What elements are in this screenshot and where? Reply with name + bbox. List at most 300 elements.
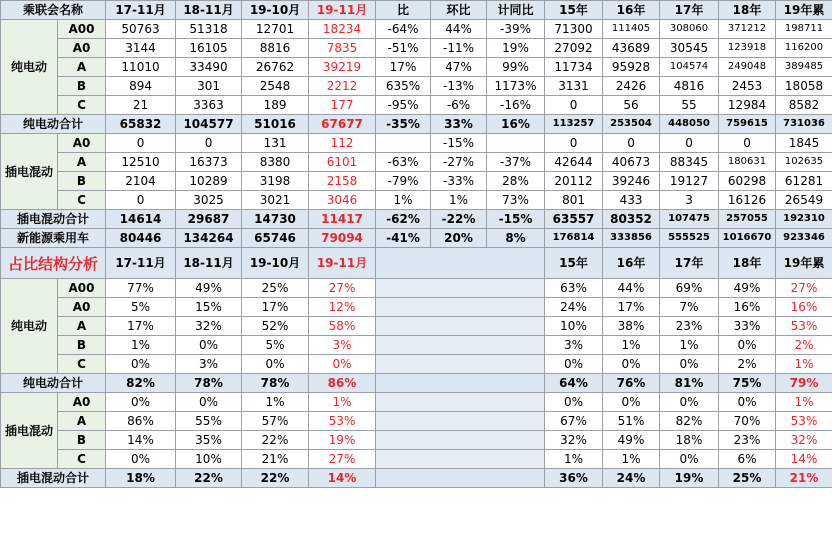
header-cell: 19-11月 [309, 1, 376, 20]
table-cell: 27% [776, 279, 832, 298]
table-cell: 1% [545, 450, 603, 469]
table-cell: 759615 [719, 115, 776, 134]
table-cell: 28% [487, 172, 545, 191]
header-cell: 19-10月 [242, 1, 309, 20]
table-cell: 79094 [309, 229, 376, 248]
class-label: A00 [58, 20, 106, 39]
table-cell: 51% [603, 412, 660, 431]
table-row [1, 393, 832, 412]
table-cell: 17% [242, 298, 309, 317]
table-cell: -63% [376, 153, 431, 172]
table-cell: 7835 [309, 39, 376, 58]
table-cell: 18058 [776, 77, 832, 96]
table-cell: 3363 [176, 96, 242, 115]
table-cell: 42644 [545, 153, 603, 172]
table-cell: 16373 [176, 153, 242, 172]
table-cell: -22% [431, 210, 487, 229]
table-cell: 81% [660, 374, 719, 393]
table-cell: 10% [176, 450, 242, 469]
table-cell: 3 [660, 191, 719, 210]
table-cell: 14% [776, 450, 832, 469]
table-cell: 189 [242, 96, 309, 115]
table-cell: 12701 [242, 20, 309, 39]
group-label: 纯电动 [1, 20, 58, 115]
table-cell: 2453 [719, 77, 776, 96]
table-cell: -15% [431, 134, 487, 153]
table-cell: 55% [176, 412, 242, 431]
table-cell: 731036 [776, 115, 832, 134]
table-cell: 131 [242, 134, 309, 153]
table-cell: 5% [242, 336, 309, 355]
table-cell: 55 [660, 96, 719, 115]
table-cell: 176814 [545, 229, 603, 248]
table-cell: 19127 [660, 172, 719, 191]
table-cell: 16% [487, 115, 545, 134]
table-cell: 3046 [309, 191, 376, 210]
table-cell: 1845 [776, 134, 832, 153]
table-row [1, 450, 832, 469]
table-row [1, 431, 832, 450]
table-cell: 51318 [176, 20, 242, 39]
table-cell: 22% [242, 469, 309, 488]
table-cell: 32% [776, 431, 832, 450]
table-cell: 18% [106, 469, 176, 488]
group-label: 插电混动 [1, 134, 58, 210]
table-cell: 16% [719, 298, 776, 317]
table-cell: -79% [376, 172, 431, 191]
table-cell: 63557 [545, 210, 603, 229]
table-cell: 198711 [776, 20, 832, 39]
table-cell: -33% [431, 172, 487, 191]
table-cell: 82% [106, 374, 176, 393]
table-cell: 61281 [776, 172, 832, 191]
table-cell: 555525 [660, 229, 719, 248]
table-cell: 894 [106, 77, 176, 96]
table-cell: 11010 [106, 58, 176, 77]
class-label: A [58, 317, 106, 336]
table-row [1, 355, 832, 374]
table-cell: 104577 [176, 115, 242, 134]
table-row [1, 412, 832, 431]
header-cell: 16年 [603, 248, 660, 279]
table-cell: 18% [660, 431, 719, 450]
table-cell: 27092 [545, 39, 603, 58]
table-cell: 0 [106, 134, 176, 153]
class-label: B [58, 172, 106, 191]
table-cell: 18234 [309, 20, 376, 39]
table-cell: 8582 [776, 96, 832, 115]
table-cell: 1% [776, 393, 832, 412]
table-cell: 35% [176, 431, 242, 450]
table-cell: 17% [106, 317, 176, 336]
table-cell: 86% [309, 374, 376, 393]
table-cell: 29687 [176, 210, 242, 229]
table-cell: -13% [431, 77, 487, 96]
blank-cell [376, 317, 545, 336]
group-label: 插电混动 [1, 393, 58, 469]
table-cell: 8380 [242, 153, 309, 172]
table-cell: 0% [106, 355, 176, 374]
header-cell: 15年 [545, 248, 603, 279]
total-row [1, 115, 832, 134]
table-cell: 5% [106, 298, 176, 317]
total-row [1, 469, 832, 488]
table-cell: -16% [487, 96, 545, 115]
table-cell: 1% [376, 191, 431, 210]
table-cell: 6% [719, 450, 776, 469]
table-cell: 70% [719, 412, 776, 431]
table-cell: 0% [603, 393, 660, 412]
table-cell: 26549 [776, 191, 832, 210]
table-cell: 1% [242, 393, 309, 412]
table-cell: 6101 [309, 153, 376, 172]
class-label: A0 [58, 393, 106, 412]
table-cell: 19% [660, 469, 719, 488]
table-cell: 177 [309, 96, 376, 115]
table-cell: 104574 [660, 58, 719, 77]
table-cell: -27% [431, 153, 487, 172]
table-cell: 1% [660, 336, 719, 355]
table-cell: 2158 [309, 172, 376, 191]
table-cell: 3021 [242, 191, 309, 210]
table-cell: 3% [176, 355, 242, 374]
table-cell: 10% [545, 317, 603, 336]
table-cell: 253504 [603, 115, 660, 134]
table-cell: 50763 [106, 20, 176, 39]
table-cell: 65832 [106, 115, 176, 134]
table-cell: 1% [603, 336, 660, 355]
table-cell: 0% [719, 336, 776, 355]
table-cell: -6% [431, 96, 487, 115]
table-cell: 21 [106, 96, 176, 115]
table-cell: 51016 [242, 115, 309, 134]
table-cell: 308060 [660, 20, 719, 39]
table-cell: 73% [487, 191, 545, 210]
table-cell: -35% [376, 115, 431, 134]
table-cell: 80352 [603, 210, 660, 229]
table-row [1, 191, 832, 210]
table-cell: 17% [376, 58, 431, 77]
table-cell: 22% [176, 469, 242, 488]
blank-cell [376, 469, 545, 488]
table-cell: -95% [376, 96, 431, 115]
table-cell: 53% [309, 412, 376, 431]
class-label: A0 [58, 134, 106, 153]
table-cell: 2% [719, 355, 776, 374]
table-cell: 0% [242, 355, 309, 374]
blank-cell [376, 248, 545, 279]
table-cell: 21% [242, 450, 309, 469]
table-cell: 14730 [242, 210, 309, 229]
table-cell: 0% [545, 393, 603, 412]
table-cell: 16% [776, 298, 832, 317]
header-cell: 环比 [431, 1, 487, 20]
table-cell: 433 [603, 191, 660, 210]
table-row [1, 172, 832, 191]
table-cell: 2426 [603, 77, 660, 96]
table-cell: 7% [660, 298, 719, 317]
table-cell: -37% [487, 153, 545, 172]
table-cell: 53% [776, 317, 832, 336]
class-label: A0 [58, 298, 106, 317]
table-cell: 49% [603, 431, 660, 450]
blank-cell [376, 355, 545, 374]
header-row [1, 1, 832, 20]
table-cell: 2548 [242, 77, 309, 96]
table-cell: 56 [603, 96, 660, 115]
table-cell: 40673 [603, 153, 660, 172]
table-cell: 71300 [545, 20, 603, 39]
table-row [1, 20, 832, 39]
table-cell: -15% [487, 210, 545, 229]
table-cell: 19% [309, 431, 376, 450]
header-cell: 17年 [660, 248, 719, 279]
table-cell: 80446 [106, 229, 176, 248]
table-cell: 43689 [603, 39, 660, 58]
table-cell: 25% [242, 279, 309, 298]
blank-cell [376, 431, 545, 450]
table-cell: 3198 [242, 172, 309, 191]
class-label: C [58, 355, 106, 374]
table-cell: 1% [603, 450, 660, 469]
table-cell: 371212 [719, 20, 776, 39]
header-cell: 17-11月 [106, 1, 176, 20]
total-row [1, 374, 832, 393]
table-cell: 3% [309, 336, 376, 355]
table-cell: 49% [176, 279, 242, 298]
table-cell: 0 [106, 191, 176, 210]
table-cell: 22% [242, 431, 309, 450]
table-cell: 52% [242, 317, 309, 336]
table-cell: 14% [106, 431, 176, 450]
table-row [1, 317, 832, 336]
table-cell: 24% [545, 298, 603, 317]
table-cell: -39% [487, 20, 545, 39]
table-cell: 10289 [176, 172, 242, 191]
total-label: 插电混动合计 [1, 210, 106, 229]
table-cell: 134264 [176, 229, 242, 248]
group-label: 纯电动 [1, 279, 58, 374]
table-cell: 19% [487, 39, 545, 58]
table-row [1, 39, 832, 58]
table-cell: 88345 [660, 153, 719, 172]
table-cell: 112 [309, 134, 376, 153]
table-cell: 123918 [719, 39, 776, 58]
table-cell: 801 [545, 191, 603, 210]
table-cell: 23% [660, 317, 719, 336]
table-row [1, 336, 832, 355]
table-cell: 79% [776, 374, 832, 393]
table-cell: 113257 [545, 115, 603, 134]
table-row [1, 58, 832, 77]
header-cell: 15年 [545, 1, 603, 20]
blank-cell [376, 393, 545, 412]
table-cell: 12984 [719, 96, 776, 115]
table-cell: 257055 [719, 210, 776, 229]
table-cell: 11417 [309, 210, 376, 229]
blank-cell [376, 279, 545, 298]
table-cell: 107475 [660, 210, 719, 229]
table-cell: 0% [176, 393, 242, 412]
table-cell: 78% [242, 374, 309, 393]
table-cell: -62% [376, 210, 431, 229]
table-cell: 0% [660, 393, 719, 412]
table-cell: 3025 [176, 191, 242, 210]
table-cell: 60298 [719, 172, 776, 191]
table-row [1, 153, 832, 172]
table-cell: 0% [545, 355, 603, 374]
table-cell: 32% [176, 317, 242, 336]
table-cell: 0% [660, 355, 719, 374]
table-cell: 12% [309, 298, 376, 317]
header-cell: 17-11月 [106, 248, 176, 279]
table-cell: 53% [776, 412, 832, 431]
blank-cell [376, 412, 545, 431]
header-cell: 18年 [719, 248, 776, 279]
table-cell: 27% [309, 450, 376, 469]
table-cell: 1% [431, 191, 487, 210]
table-cell: 1173% [487, 77, 545, 96]
table-cell: 39246 [603, 172, 660, 191]
table-cell: 38% [603, 317, 660, 336]
class-label: A0 [58, 39, 106, 58]
table-cell: 116200 [776, 39, 832, 58]
table-cell: 180631 [719, 153, 776, 172]
blank-cell [376, 374, 545, 393]
table-cell: 0% [603, 355, 660, 374]
table-cell: 32% [545, 431, 603, 450]
class-label: A [58, 58, 106, 77]
table-cell: 44% [431, 20, 487, 39]
table-cell: 64% [545, 374, 603, 393]
table-cell: 389485 [776, 58, 832, 77]
table-cell: 923346 [776, 229, 832, 248]
table-cell: 1% [309, 393, 376, 412]
blank-cell [376, 298, 545, 317]
table-cell [376, 134, 431, 153]
table-cell: 27% [309, 279, 376, 298]
table-cell: 25% [719, 469, 776, 488]
table-cell: 0 [660, 134, 719, 153]
table-cell: 47% [431, 58, 487, 77]
table-cell [487, 134, 545, 153]
header-cell: 比 [376, 1, 431, 20]
table-cell: 0 [603, 134, 660, 153]
table-cell: 448050 [660, 115, 719, 134]
share-header-row [1, 248, 832, 279]
table-cell: 0% [106, 393, 176, 412]
table-cell: 65746 [242, 229, 309, 248]
share-title [1, 248, 106, 279]
table-cell: -41% [376, 229, 431, 248]
table-cell: 16105 [176, 39, 242, 58]
table-cell: -51% [376, 39, 431, 58]
header-cell: 18-11月 [176, 1, 242, 20]
table-cell: 2212 [309, 77, 376, 96]
table-cell: 0 [545, 134, 603, 153]
table-cell: 63% [545, 279, 603, 298]
table-cell: 23% [719, 431, 776, 450]
table-cell: 635% [376, 77, 431, 96]
table-cell: 12510 [106, 153, 176, 172]
table-cell: 95928 [603, 58, 660, 77]
table-cell: 44% [603, 279, 660, 298]
header-cell: 16年 [603, 1, 660, 20]
table-cell: 77% [106, 279, 176, 298]
class-label: C [58, 191, 106, 210]
table-cell: 86% [106, 412, 176, 431]
total-label: 纯电动合计 [1, 374, 106, 393]
class-label: A [58, 153, 106, 172]
table-cell: 26762 [242, 58, 309, 77]
table-cell: 33% [719, 317, 776, 336]
table-row [1, 298, 832, 317]
table-cell: -64% [376, 20, 431, 39]
table-cell: 21% [776, 469, 832, 488]
table-cell: 0 [176, 134, 242, 153]
table-cell: 67677 [309, 115, 376, 134]
table-cell: 0% [309, 355, 376, 374]
table-cell: 2% [776, 336, 832, 355]
table-cell: 49% [719, 279, 776, 298]
table-cell: 36% [545, 469, 603, 488]
table-cell: 99% [487, 58, 545, 77]
table-cell: 8% [487, 229, 545, 248]
table-cell: 3131 [545, 77, 603, 96]
header-cell: 19-10月 [242, 248, 309, 279]
table-cell: 30545 [660, 39, 719, 58]
total-row [1, 210, 832, 229]
table-cell: 4816 [660, 77, 719, 96]
table-cell: 1% [106, 336, 176, 355]
table-cell: 0% [719, 393, 776, 412]
header-cell: 19年累 [776, 248, 832, 279]
class-label: A00 [58, 279, 106, 298]
table-row [1, 134, 832, 153]
header-cell: 18-11月 [176, 248, 242, 279]
header-cell: 18年 [719, 1, 776, 20]
table-cell: 11734 [545, 58, 603, 77]
table-cell: 69% [660, 279, 719, 298]
header-cell: 乘联会名称 [1, 1, 106, 20]
class-label: B [58, 336, 106, 355]
table-row [1, 77, 832, 96]
total-row [1, 229, 832, 248]
table-cell: 67% [545, 412, 603, 431]
table-cell: 3144 [106, 39, 176, 58]
header-cell: 19-11月 [309, 248, 376, 279]
total-label: 插电混动合计 [1, 469, 106, 488]
table-cell: 15% [176, 298, 242, 317]
header-cell: 计同比 [487, 1, 545, 20]
table-cell: 301 [176, 77, 242, 96]
table-row [1, 96, 832, 115]
class-label: C [58, 450, 106, 469]
table-cell: 17% [603, 298, 660, 317]
table-cell: 1016670 [719, 229, 776, 248]
table-cell: 0% [106, 450, 176, 469]
table-cell: 20% [431, 229, 487, 248]
table-cell: 2104 [106, 172, 176, 191]
table-cell: 0 [545, 96, 603, 115]
table-cell: 249048 [719, 58, 776, 77]
total-label: 新能源乘用车 [1, 229, 106, 248]
table-row [1, 279, 832, 298]
table-cell: -11% [431, 39, 487, 58]
table-cell: 24% [603, 469, 660, 488]
table-cell: 14614 [106, 210, 176, 229]
table-cell: 33490 [176, 58, 242, 77]
